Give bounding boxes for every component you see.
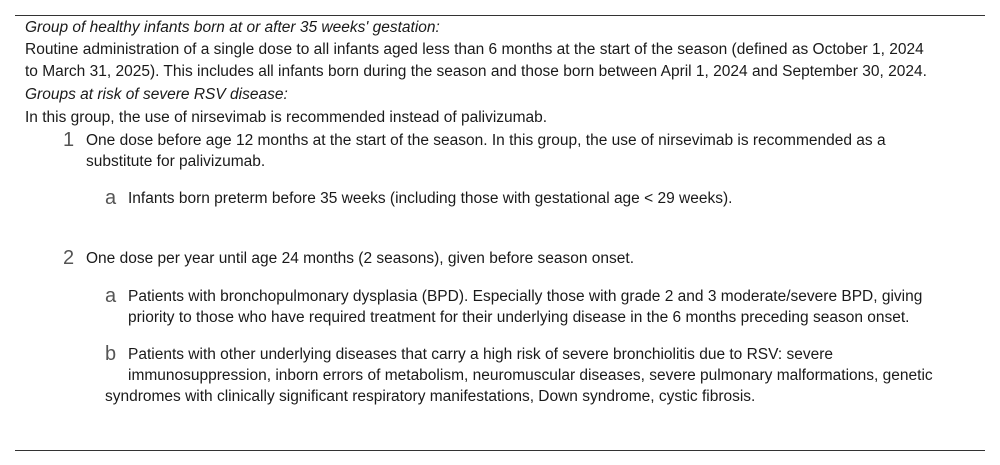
risk-group-intro: In this group, the use of nirsevimab is recommended instead of palivizumab. — [25, 109, 548, 126]
item-2b-text-line-3: syndromes with clinically significant respiratory manifestations, Down syndrome, cystic fibrosis. — [105, 388, 756, 405]
bottom-rule — [15, 450, 985, 451]
item-1-text-line-1: One dose before age 12 months at the start of the season. In this group, the use of nirsevimab is recommended as a — [86, 132, 886, 149]
list-marker-2a: a — [105, 285, 117, 307]
list-marker-1a: a — [105, 187, 117, 209]
list-marker-2b: b — [105, 343, 117, 365]
healthy-group-heading: Group of healthy infants born at or after 35 weeks' gestation: — [25, 19, 440, 36]
item-2b-text-line-1: Patients with other underlying diseases that carry a high risk of severe bronchiolitis due to RSV: severe — [128, 346, 834, 363]
top-rule — [15, 15, 985, 16]
item-1a-text: Infants born preterm before 35 weeks (including those with gestational age < 29 weeks). — [128, 190, 733, 207]
item-2-text: One dose per year until age 24 months (2 seasons), given before season onset. — [86, 250, 635, 267]
item-2a-text-line-1: Patients with bronchopulmonary dysplasia (BPD). Especially those with grade 2 and 3 moderate/severe BPD, giving — [128, 288, 923, 305]
item-1-text-line-2: substitute for palivizumab. — [86, 153, 266, 170]
list-marker-1: 1 — [63, 129, 75, 151]
risk-group-heading: Groups at risk of severe RSV disease: — [25, 86, 288, 103]
list-marker-2: 2 — [63, 247, 75, 269]
healthy-group-text-line-1: Routine administration of a single dose to all infants aged less than 6 months at the start of the season (defined as October 1, 2024 — [25, 41, 924, 58]
item-2a-text-line-2: priority to those who have required treatment for their underlying disease in the 6 months preceding season onset. — [128, 309, 910, 326]
healthy-group-text-line-2: to March 31, 2025). This includes all infants born during the season and those born between April 1, 2024 and September 30, 2024. — [25, 63, 927, 80]
item-2b-text-line-2: immunosuppression, inborn errors of metabolism, neuromuscular diseases, severe pulmonary malformations, genetic — [128, 367, 933, 384]
